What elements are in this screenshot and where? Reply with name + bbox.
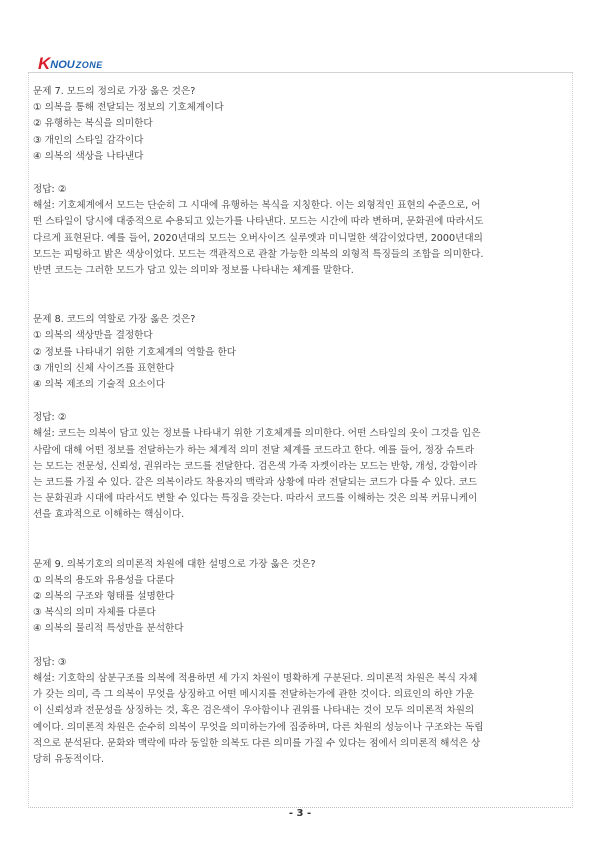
option-3: ③ 개인의 스타일 감각이다 bbox=[33, 134, 144, 146]
page-number: - 3 - bbox=[288, 808, 312, 819]
question-9 bbox=[33, 557, 566, 768]
logo-k: K bbox=[38, 54, 51, 73]
logo-nou: NOU bbox=[50, 59, 75, 71]
option-2: ② 유행하는 복식을 의미한다 bbox=[33, 118, 153, 130]
option-1: ① 의복을 통해 전달되는 정보의 기호체계이다 bbox=[33, 102, 224, 114]
question-title: 문제 7. 모드의 정의로 가장 옳은 것은? bbox=[33, 86, 196, 97]
option-4: ④ 의복 제조의 기술적 요소이다 bbox=[33, 379, 166, 391]
explanation-line: 다르게 표현된다. 예를 들어, 2020년대의 모드는 오버사이즈 실루엣과 미니멀한 색감이었다면, 2000년대의 bbox=[33, 232, 483, 244]
option-4: ④ 의복의 색상을 나타낸다 bbox=[33, 150, 144, 162]
option-4: ④ 의복의 물리적 특성만을 분석한다 bbox=[33, 623, 184, 635]
knouzone-logo bbox=[38, 52, 103, 72]
explanation-line: 는 모드는 전문성, 신뢰성, 권위라는 코드를 전달한다. 검은색 가죽 자켓이라는 모드는 반항, 개성, 강함이라 bbox=[33, 460, 478, 472]
explanation-line: 적으로 분석된다. 문화와 맥락에 따라 동일한 의복도 다른 의미를 가질 수 있다는 점에서 의미론적 해석은 상 bbox=[33, 737, 481, 749]
explanation-line: 반면 코드는 그러한 모드가 담고 있는 의미와 정보를 나타내는 체계를 말한다. bbox=[33, 265, 354, 277]
option-2: ② 정보를 나타내기 위한 기호체계의 역할을 한다 bbox=[33, 346, 236, 358]
explanation-line: 해설: 기호체계에서 모드는 단순히 그 시대에 유행하는 복식을 지칭한다. 이는 외형적인 표현의 수준으로, 어 bbox=[33, 200, 481, 212]
explanation-line: 사람에 대해 어떤 정보를 전달하는가 하는 체계적 의미 전달 체계를 코드라고 한다. 예를 들어, 정장 슈트라 bbox=[33, 444, 475, 456]
explanation-line: 가 갖는 의미, 즉 그 의복이 무엇을 상징하고 어떤 메시지를 전달하는가에 관한 것이다. 의료인의 하얀 가운 bbox=[33, 689, 475, 701]
document-body bbox=[33, 84, 566, 768]
question-title: 문제 9. 의복기호의 의미론적 차원에 대한 설명으로 가장 옳은 것은? bbox=[33, 558, 316, 570]
explanation-line: 당히 유동적이다. bbox=[33, 753, 104, 765]
option-2: ② 의복의 구조와 형태를 설명한다 bbox=[33, 591, 175, 603]
answer-label: 정답: ② bbox=[33, 184, 67, 196]
answer-label: 정답: ③ bbox=[33, 656, 67, 668]
question-8 bbox=[33, 312, 566, 523]
option-3: ③ 개인의 신체 사이즈를 표현한다 bbox=[33, 362, 175, 374]
explanation-line: 이 신뢰성과 전문성을 상징하는 것, 혹은 검은색이 우아함이나 권위를 나타내는 것이 모두 의미론적 차원의 bbox=[33, 705, 475, 717]
explanation-line: 모드는 피팅하고 밝은 색상이었다. 모드는 객관적으로 관찰 가능한 의복의 외형적 특징들의 조합을 의미한다. bbox=[33, 248, 484, 260]
option-1: ① 의복의 용도와 유용성을 다룬다 bbox=[33, 574, 175, 586]
explanation-line: 는 문화권과 시대에 따라서도 변할 수 있다는 특징을 갖는다. 따라서 코드를 이해하는 것은 의복 커뮤니케이 bbox=[33, 493, 478, 505]
question-7 bbox=[33, 84, 566, 279]
option-1: ① 의복의 색상만을 결정한다 bbox=[33, 330, 153, 342]
explanation-line: 는 코드를 가질 수 있다. 같은 의복이라도 착용자의 맥락과 상황에 따라 전달되는 코드가 다를 수 있다. 코드 bbox=[33, 477, 478, 489]
option-3: ③ 복식의 의미 자체를 다룬다 bbox=[33, 607, 156, 619]
explanation-line: 해설: 기호학의 삼분구조를 의복에 적용하면 세 가지 차원이 명확하게 구분된다. 의미론적 차원은 복식 자체 bbox=[33, 672, 478, 684]
explanation-line: 예이다. 의미론적 차원은 순수히 의복이 무엇을 의미하는가에 집중하며, 다른 차원의 성능이나 구조와는 독립 bbox=[33, 721, 484, 733]
logo-zone: ZONE bbox=[75, 60, 103, 70]
explanation-line: 해설: 코드는 의복이 담고 있는 정보를 나타내기 위한 기호체계를 의미한다. 어떤 스타일의 옷이 그것을 입은 bbox=[33, 428, 481, 440]
question-title: 문제 8. 코드의 역할로 가장 옳은 것은? bbox=[33, 314, 196, 326]
explanation-line: 떤 스타일이 당시에 대중적으로 수용되고 있는가를 나타낸다. 모드는 시간에 따라 변하며, 문화권에 따라서도 bbox=[33, 216, 484, 228]
explanation-line: 션을 효과적으로 이해하는 핵심이다. bbox=[33, 509, 185, 521]
answer-label: 정답: ② bbox=[33, 412, 67, 424]
